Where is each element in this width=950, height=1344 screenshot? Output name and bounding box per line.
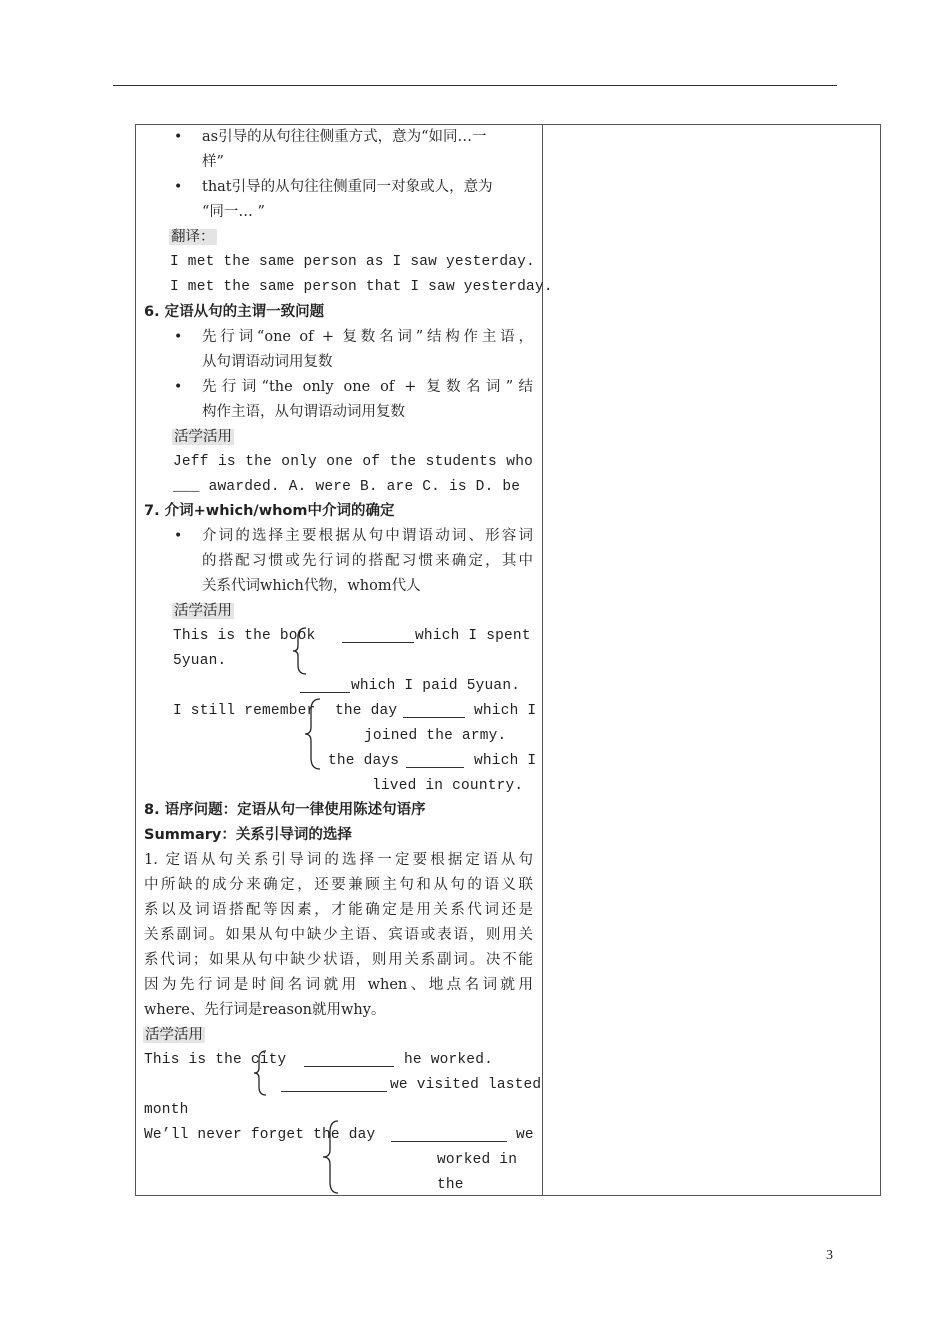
practice-7b-a-line2: joined the army. (364, 728, 507, 744)
that-bullet-line1: that引导的从句往往侧重同一对象或人，意为 (202, 179, 493, 195)
translate-sentence-2: I met the same person that I saw yesterday. (170, 279, 553, 295)
translate-sentence-1: I met the same person as I saw yesterday. (170, 254, 535, 270)
answer-blank[interactable] (281, 1077, 387, 1092)
that-bullet-line2: “同一… ” (202, 204, 265, 220)
summary-heading: Summary：关系引导词的选择 (144, 827, 352, 843)
bullet-icon: • (174, 528, 183, 544)
bullet-icon: • (174, 179, 183, 195)
summary-line7: where、先行词是reason就用why。 (144, 1002, 386, 1018)
answer-blank[interactable] (391, 1127, 507, 1142)
practice-7a-line2: 5yuan. (173, 653, 227, 669)
practice-8a-line1-right: he worked. (404, 1052, 494, 1068)
practice-7b-a-right: which I (474, 703, 537, 719)
summary-line3: 系以及词语搭配等因素，才能确定是用关系代词还是 (144, 902, 533, 918)
practice-7b-b-line2: lived in country. (372, 778, 524, 794)
practice-7b-left: I still remember (173, 703, 316, 719)
answer-blank[interactable] (304, 1052, 394, 1067)
answer-blank[interactable] (406, 753, 464, 768)
section-6-bullet-b-line1: 先行词“the only one of + 复数名词”结 (202, 379, 533, 395)
translate-label: 翻译： (171, 229, 215, 245)
practice-8b-line1: We’ll never forget the day (144, 1127, 376, 1143)
practice-label: 活学活用 (174, 429, 232, 445)
bullet-icon: • (174, 329, 183, 345)
section-7-heading: 7. 介词+which/whom中介词的确定 (144, 503, 395, 519)
practice-7a-left: This is the book (173, 628, 316, 644)
section-7-bullet-line3: 关系代词which代物，whom代人 (202, 578, 421, 594)
bullet-icon: • (174, 129, 183, 145)
header-rule (113, 85, 837, 86)
section-6-bullet-a-line2: 从句谓语动词用复数 (202, 354, 333, 370)
practice-label: 活学活用 (145, 1027, 203, 1043)
section-6-heading: 6. 定语从句的主谓一致问题 (144, 304, 325, 320)
practice-6-line1: Jeff is the only one of the students who (173, 454, 533, 470)
practice-7a-line3: which I paid 5yuan. (351, 678, 521, 694)
practice-6-line2: ___ awarded. A. were B. are C. is D. be (173, 479, 521, 495)
left-brace-icon (304, 698, 324, 770)
section-7-bullet-line2: 的搭配习惯或先行词的搭配习惯来确定，其中 (202, 553, 533, 569)
answer-blank[interactable] (300, 678, 350, 693)
bullet-icon: • (174, 379, 183, 395)
answer-blank[interactable] (342, 628, 414, 643)
practice-7b-a-line1: the day (335, 703, 398, 719)
left-brace-icon (292, 627, 310, 675)
practice-8b-line1-right: we (516, 1127, 534, 1143)
practice-7b-b-line1: the days (328, 753, 400, 769)
summary-line4: 关系副词。如果从句中缺少主语、宾语或表语，则用关 (144, 927, 533, 943)
page-number: 3 (826, 1248, 833, 1263)
practice-8a-line3: month (144, 1102, 189, 1118)
summary-line1: 1. 定语从句关系引导词的选择一定要根据定语从句 (144, 852, 533, 868)
practice-8a-line2: we visited lasted (390, 1077, 542, 1093)
practice-label: 活学活用 (174, 603, 232, 619)
section-6-bullet-b-line2: 构作主语，从句谓语动词用复数 (202, 404, 405, 420)
practice-8a-line1: This is the city (144, 1052, 287, 1068)
practice-8b-line3: the (437, 1177, 464, 1193)
summary-line2: 中所缺的成分来确定，还要兼顾主句和从句的语义联 (144, 877, 533, 893)
section-8-heading: 8. 语序问题：定语从句一律使用陈述句语序 (144, 802, 426, 818)
as-bullet-line2: 样” (202, 154, 224, 170)
practice-8b-line2: worked in (437, 1152, 518, 1168)
summary-line5: 系代词；如果从句中缺少状语，则用关系副词。决不能 (144, 952, 533, 968)
left-brace-icon (322, 1120, 342, 1194)
practice-7b-b-right: which I (474, 753, 537, 769)
answer-blank[interactable] (403, 703, 465, 718)
practice-7a-right: which I spent (415, 628, 531, 644)
section-6-bullet-a-line1: 先行词“one of + 复数名词”结构作主语， (202, 329, 533, 345)
as-bullet-line1: as引导的从句往往侧重方式，意为“如同…一 (202, 129, 487, 145)
summary-line6: 因为先行词是时间名词就用 when、地点名词就用 (144, 977, 533, 993)
left-brace-icon (253, 1050, 269, 1096)
section-7-bullet-line1: 介词的选择主要根据从句中谓语动词、形容词 (202, 528, 533, 544)
